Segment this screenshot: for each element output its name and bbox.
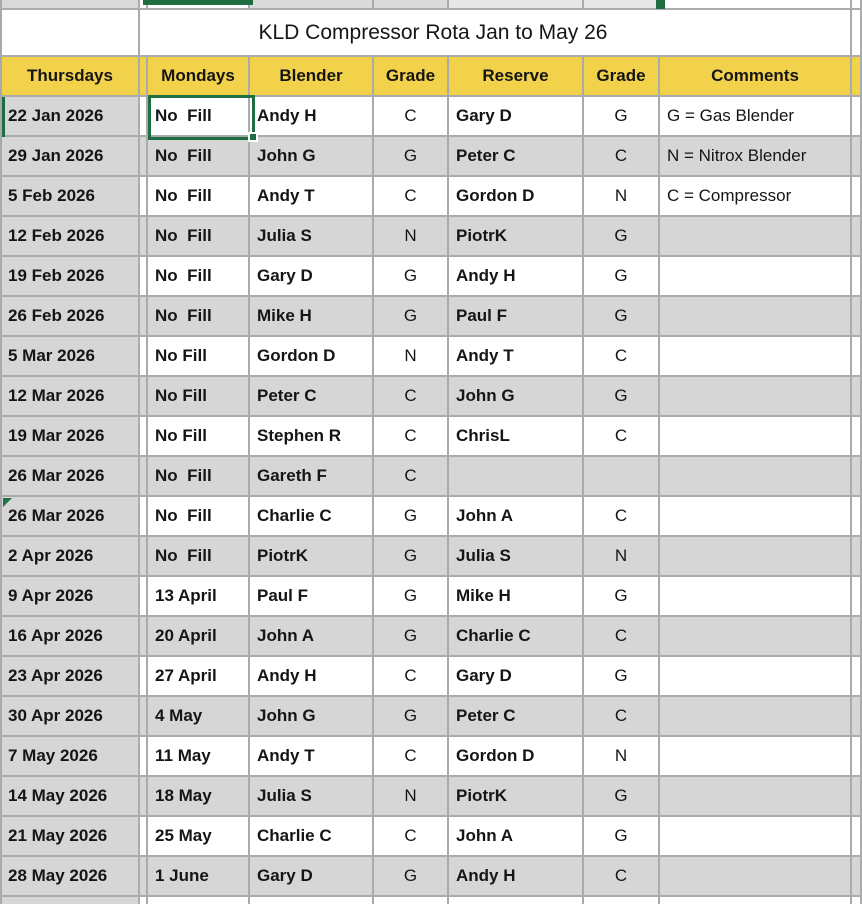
cell-grade-blender[interactable]: C [374,457,449,497]
cell-monday[interactable]: 11 May [148,737,250,777]
cut-off-bottom-cell[interactable] [140,897,148,904]
cut-off-top-cell[interactable] [449,0,584,10]
edge-cell[interactable] [852,857,862,897]
cell-grade-blender[interactable]: G [374,577,449,617]
cell-reserve[interactable]: Andy T [449,337,584,377]
cell-grade-reserve[interactable]: G [584,577,660,617]
cell-monday[interactable]: No Fill [148,297,250,337]
cell-blender[interactable]: Andy T [250,177,374,217]
cell-comment[interactable] [660,417,852,457]
cell-blender[interactable]: Gary D [250,857,374,897]
gutter-cell[interactable] [140,497,148,537]
gutter-cell[interactable] [140,697,148,737]
cell-reserve[interactable]: Andy H [449,857,584,897]
gutter-cell[interactable] [140,857,148,897]
cut-off-bottom-cell[interactable] [660,897,852,904]
column-header-mondays[interactable]: Mondays [148,57,250,97]
edge-cell[interactable] [852,257,862,297]
cut-off-top-cell[interactable] [584,0,660,10]
cell-comment[interactable] [660,777,852,817]
cell-reserve[interactable]: Gordon D [449,737,584,777]
cell-grade-reserve[interactable]: G [584,657,660,697]
cell-grade-blender[interactable]: C [374,377,449,417]
error-marker-icon [3,498,12,507]
cut-off-bottom-cell[interactable] [584,897,660,904]
gutter-cell[interactable] [140,177,148,217]
cell-grade-blender[interactable]: N [374,777,449,817]
cell-grade-blender[interactable]: C [374,177,449,217]
gutter-cell[interactable] [140,297,148,337]
edge-cell[interactable] [852,617,862,657]
header-gutter-cell[interactable] [140,57,148,97]
edge-cell[interactable] [852,497,862,537]
gutter-cell[interactable] [140,257,148,297]
cut-off-bottom-cell[interactable] [2,897,140,904]
gutter-cell[interactable] [140,217,148,257]
cell-monday[interactable]: No Fill [148,337,250,377]
cell-blender[interactable]: Julia S [250,777,374,817]
cell-thursday[interactable]: 29 Jan 2026 [2,137,140,177]
cell-monday[interactable]: 20 April [148,617,250,657]
cell-reserve[interactable]: ChrisL [449,417,584,457]
cell-blender[interactable]: Gary D [250,257,374,297]
cell-comment[interactable] [660,297,852,337]
cell-monday[interactable]: 13 April [148,577,250,617]
cell-reserve[interactable]: Mike H [449,577,584,617]
cell-grade-blender[interactable]: C [374,657,449,697]
cell-monday[interactable]: 18 May [148,777,250,817]
cut-off-fill-handle [656,0,665,9]
cell-grade-blender[interactable]: G [374,257,449,297]
cell-comment[interactable] [660,577,852,617]
cut-off-top-cell[interactable] [374,0,449,10]
cell-comment[interactable] [660,857,852,897]
cell-monday[interactable]: 25 May [148,817,250,857]
edge-cell[interactable] [852,177,862,217]
cell-reserve[interactable]: Andy H [449,257,584,297]
cell-blender[interactable]: Gareth F [250,457,374,497]
edge-cell[interactable] [852,777,862,817]
cell-grade-blender[interactable]: C [374,817,449,857]
cell-blender[interactable]: Andy H [250,657,374,697]
cell-grade-blender[interactable]: G [374,137,449,177]
edge-cell[interactable] [852,737,862,777]
cell-grade-blender[interactable]: C [374,97,449,137]
cell-monday[interactable]: No Fill [148,177,250,217]
cell-grade-reserve[interactable]: G [584,97,660,137]
cell-reserve[interactable]: Peter C [449,137,584,177]
column-header-thursdays[interactable]: Thursdays [2,57,140,97]
cell-grade-blender[interactable]: G [374,697,449,737]
gutter-cell[interactable] [140,337,148,377]
cell-thursday[interactable]: 5 Mar 2026 [2,337,140,377]
cell-monday[interactable]: No Fill [148,137,250,177]
cut-off-bottom-cell[interactable] [250,897,374,904]
cut-off-top-cell[interactable] [660,0,852,10]
cut-off-left-selection-edge [2,97,5,137]
column-header-reserve[interactable]: Reserve [449,57,584,97]
cell-comment[interactable]: N = Nitrox Blender [660,137,852,177]
cell-monday[interactable]: No Fill [148,257,250,297]
column-header-grade-2[interactable]: Grade [584,57,660,97]
cell-thursday[interactable]: 28 May 2026 [2,857,140,897]
cell-grade-reserve[interactable]: G [584,777,660,817]
cell-grade-blender[interactable]: C [374,417,449,457]
cell-thursday[interactable]: 26 Mar 2026 [2,457,140,497]
cell-reserve[interactable]: Charlie C [449,617,584,657]
cell-grade-blender[interactable]: G [374,617,449,657]
cell-reserve[interactable]: PiotrK [449,217,584,257]
cell-grade-reserve[interactable]: C [584,137,660,177]
gutter-cell[interactable] [140,417,148,457]
edge-cell[interactable] [852,377,862,417]
cell-grade-blender[interactable]: C [374,737,449,777]
cell-monday[interactable]: No Fill [148,217,250,257]
cell-reserve[interactable]: John G [449,377,584,417]
column-header-comments[interactable]: Comments [660,57,852,97]
header-edge-cell[interactable] [852,57,862,97]
cell-thursday[interactable]: 30 Apr 2026 [2,697,140,737]
cell-reserve[interactable]: John A [449,497,584,537]
cell-blender[interactable]: Andy T [250,737,374,777]
cut-off-bottom-cell[interactable] [148,897,250,904]
edge-cell[interactable] [852,337,862,377]
edge-cell[interactable] [852,697,862,737]
cell-grade-reserve[interactable]: G [584,217,660,257]
cell-grade-reserve[interactable]: G [584,377,660,417]
cell-grade-blender[interactable]: N [374,217,449,257]
cell-monday[interactable]: 27 April [148,657,250,697]
cell-grade-reserve[interactable]: G [584,257,660,297]
cell-comment[interactable] [660,457,852,497]
cut-off-bottom-cell[interactable] [374,897,449,904]
cell-thursday[interactable]: 19 Mar 2026 [2,417,140,457]
cell-monday[interactable]: No Fill [148,377,250,417]
cell-grade-blender[interactable]: G [374,297,449,337]
cell-monday[interactable]: No Fill [148,537,250,577]
cell-grade-blender[interactable]: G [374,857,449,897]
cell-thursday[interactable]: 22 Jan 2026 [2,97,140,137]
cell-grade-blender[interactable]: N [374,337,449,377]
cell-thursday[interactable]: 19 Feb 2026 [2,257,140,297]
column-header-blender[interactable]: Blender [250,57,374,97]
cell-reserve[interactable]: Gary D [449,657,584,697]
edge-cell[interactable] [852,297,862,337]
cell-monday[interactable]: No Fill [148,457,250,497]
cell-grade-reserve[interactable] [584,457,660,497]
cell-thursday[interactable]: 2 Apr 2026 [2,537,140,577]
edge-cell[interactable] [852,537,862,577]
edge-cell[interactable] [852,217,862,257]
cell-comment[interactable] [660,217,852,257]
cell-grade-reserve[interactable]: N [584,177,660,217]
cell-grade-blender[interactable]: G [374,537,449,577]
cell-blender[interactable]: Charlie C [250,497,374,537]
gutter-cell[interactable] [140,657,148,697]
cell-blender[interactable]: John A [250,617,374,657]
cell-thursday[interactable]: 7 May 2026 [2,737,140,777]
cell-monday[interactable]: No Fill [148,497,250,537]
cut-off-top-cell[interactable] [2,0,140,10]
cell-thursday[interactable]: 5 Feb 2026 [2,177,140,217]
cell-thursday[interactable]: 12 Mar 2026 [2,377,140,417]
cut-off-top-cell[interactable] [852,0,862,10]
cell-grade-blender[interactable]: G [374,497,449,537]
cell-comment[interactable]: G = Gas Blender [660,97,852,137]
cell-comment[interactable] [660,657,852,697]
column-header-grade-1[interactable]: Grade [374,57,449,97]
cell-grade-reserve[interactable]: C [584,497,660,537]
cell-comment[interactable] [660,537,852,577]
cell-reserve[interactable]: John A [449,817,584,857]
gutter-cell[interactable] [140,537,148,577]
cell-reserve[interactable]: PiotrK [449,777,584,817]
cell-reserve[interactable]: Gary D [449,97,584,137]
cell-blender[interactable]: Gordon D [250,337,374,377]
cell-grade-reserve[interactable]: C [584,697,660,737]
cell-thursday[interactable]: 14 May 2026 [2,777,140,817]
cut-off-selection-border [143,0,253,5]
cell-comment[interactable] [660,697,852,737]
edge-cell[interactable] [852,817,862,857]
cut-off-bottom-cell[interactable] [449,897,584,904]
cell-comment[interactable] [660,817,852,857]
gutter-cell[interactable] [140,577,148,617]
edge-cell[interactable] [852,97,862,137]
sheet-title: KLD Compressor Rota Jan to May 26 [258,20,608,44]
edge-cell[interactable] [852,457,862,497]
edge-cell[interactable] [852,137,862,177]
cell-monday[interactable]: No Fill [148,417,250,457]
cell-comment[interactable] [660,337,852,377]
gutter-cell[interactable] [140,97,148,137]
cell-comment[interactable] [660,737,852,777]
cell-thursday[interactable]: 9 Apr 2026 [2,577,140,617]
cell-comment[interactable] [660,497,852,537]
cell-grade-reserve[interactable]: C [584,337,660,377]
cell-grade-reserve[interactable]: G [584,297,660,337]
cell-thursday[interactable]: 16 Apr 2026 [2,617,140,657]
cell-blender[interactable]: John G [250,697,374,737]
cell-blender[interactable]: Andy H [250,97,374,137]
cut-off-bottom-cell[interactable] [852,897,862,904]
cell-thursday[interactable]: 12 Feb 2026 [2,217,140,257]
cell-grade-reserve[interactable]: N [584,537,660,577]
cell-blender[interactable]: Paul F [250,577,374,617]
cell-blender[interactable]: Peter C [250,377,374,417]
gutter-cell[interactable] [140,737,148,777]
title-row-edge-cell[interactable] [852,10,862,57]
cell-thursday[interactable]: 21 May 2026 [2,817,140,857]
edge-cell[interactable] [852,417,862,457]
cell-thursday[interactable]: 23 Apr 2026 [2,657,140,697]
cell-comment[interactable] [660,617,852,657]
rota-table [2,0,862,904]
gutter-cell[interactable] [140,617,148,657]
edge-cell[interactable] [852,657,862,697]
cell-reserve[interactable] [449,457,584,497]
gutter-cell[interactable] [140,377,148,417]
cell-grade-reserve[interactable]: G [584,817,660,857]
cell-blender[interactable]: Stephen R [250,417,374,457]
cell-reserve[interactable]: Peter C [449,697,584,737]
gutter-cell[interactable] [140,777,148,817]
cell-blender[interactable]: Mike H [250,297,374,337]
edge-cell[interactable] [852,577,862,617]
cell-monday[interactable]: No Fill [148,97,250,137]
cell-comment[interactable] [660,377,852,417]
cell-grade-reserve[interactable]: C [584,857,660,897]
cell-reserve[interactable]: Paul F [449,297,584,337]
cell-monday[interactable]: 4 May [148,697,250,737]
cut-off-top-cell[interactable] [250,0,374,10]
cell-comment[interactable]: C = Compressor [660,177,852,217]
cell-comment[interactable] [660,257,852,297]
cell-monday[interactable]: 1 June [148,857,250,897]
cell-grade-reserve[interactable]: N [584,737,660,777]
cell-reserve[interactable]: Gordon D [449,177,584,217]
gutter-cell[interactable] [140,817,148,857]
cell-reserve[interactable]: Julia S [449,537,584,577]
cell-thursday[interactable]: 26 Feb 2026 [2,297,140,337]
title-cell[interactable] [140,10,852,57]
cell-grade-reserve[interactable]: C [584,617,660,657]
cell-thursday[interactable]: 26 Mar 2026 [2,497,140,537]
cell-grade-reserve[interactable]: C [584,417,660,457]
cell-blender[interactable]: Julia S [250,217,374,257]
cell-blender[interactable]: John G [250,137,374,177]
title-row-left-cell[interactable] [2,10,140,57]
cell-blender[interactable]: Charlie C [250,817,374,857]
cell-blender[interactable]: PiotrK [250,537,374,577]
gutter-cell[interactable] [140,137,148,177]
selection-fill-handle[interactable] [248,132,258,142]
gutter-cell[interactable] [140,457,148,497]
